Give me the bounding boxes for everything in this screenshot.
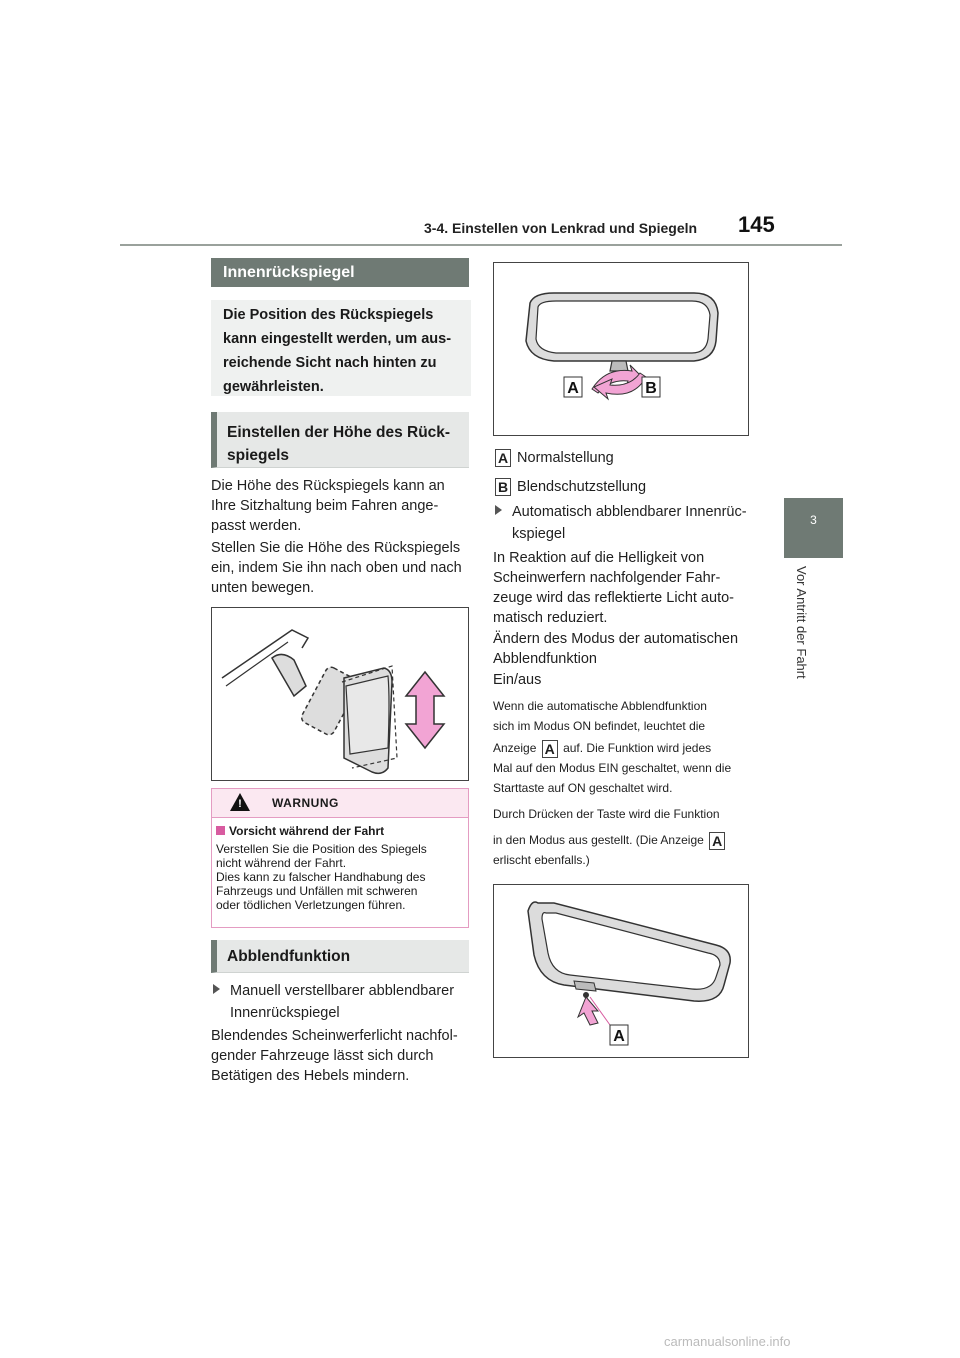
- height-text-1: [211, 476, 469, 536]
- text-line: Die Höhe des Rückspiegels kann an: [211, 478, 445, 494]
- exclamation-icon: !: [238, 798, 242, 810]
- text-line: passt werden.: [211, 518, 302, 534]
- bullet-text: kspiegel: [512, 526, 566, 542]
- text-line: ein, indem Sie ihn nach oben und nach: [211, 560, 462, 576]
- figure-legend: [493, 444, 753, 502]
- intro-line: gewährleisten.: [223, 379, 324, 395]
- auto-dimming-figure: [493, 884, 749, 1058]
- auto-bullet: [495, 501, 755, 545]
- note-line: erlischt ebenfalls.): [493, 853, 590, 867]
- note-line: Mal auf den Modus EIN geschaltet, wenn die: [493, 761, 732, 775]
- note-line: Durch Drücken der Taste wird die Funktion: [493, 807, 720, 821]
- warning-line: oder tödlichen Verletzungen führen.: [216, 898, 406, 912]
- chapter-tab: 3: [784, 498, 843, 558]
- note-line: [493, 830, 755, 850]
- dimming-subheading: [211, 940, 469, 973]
- warning-box: [211, 788, 469, 928]
- note-line: sich im Modus ON befindet, leuchtet die: [493, 719, 706, 733]
- fig1-label-b: B: [645, 380, 657, 397]
- note-text: auf. Die Funktion wird jedes: [563, 741, 712, 755]
- text-line: Blendendes Scheinwerferlicht nachfol-: [211, 1028, 458, 1044]
- text-line: Stellen Sie die Höhe des Rückspiegels: [211, 540, 461, 556]
- note-text: in den Modus aus gestellt. (Die Anzeige: [493, 833, 704, 847]
- fig3-label-a: A: [613, 1028, 625, 1045]
- warning-header: [212, 789, 468, 818]
- warning-text: [216, 842, 464, 912]
- note-line: Wenn die automatische Abblendfunktion: [493, 699, 707, 713]
- auto-dimming-illustration: [494, 885, 748, 1057]
- legend-item-a: [493, 444, 753, 473]
- mirror-height-figure: [211, 607, 469, 781]
- text-line: zeuge wird das reflektierte Licht auto-: [493, 590, 734, 606]
- height-subheading: [211, 412, 469, 468]
- text-line: matisch reduziert.: [493, 610, 608, 626]
- bullet-arrow-icon: [495, 505, 502, 515]
- manual-text: [211, 1026, 469, 1086]
- note-text: Anzeige: [493, 741, 537, 755]
- intro-line: reichende Sicht nach hinten zu: [223, 355, 437, 371]
- legend-key-b: B: [495, 478, 511, 496]
- chapter-title: Vor Antritt der Fahrt: [794, 566, 809, 679]
- text-line: Ihre Sitzhaltung beim Fahren ange-: [211, 498, 439, 514]
- mirror-tilt-figure: [493, 262, 749, 436]
- watermark: carmanualsonline.info: [664, 1334, 791, 1349]
- mode-text: [493, 629, 755, 669]
- auto-text: [493, 548, 755, 628]
- text-line: Ändern des Modus der automatischen: [493, 631, 739, 647]
- warning-subheading-text: Vorsicht während der Fahrt: [229, 824, 385, 838]
- warning-line: Fahrzeugs und Unfällen mit schweren: [216, 884, 418, 898]
- note-line: [493, 738, 755, 758]
- indicator-key-a: A: [542, 740, 558, 758]
- mirror-tilt-illustration: [494, 263, 748, 435]
- intro-box: [211, 300, 471, 396]
- dimming-heading-text: Abblendfunktion: [227, 948, 351, 965]
- manual-bullet: [213, 980, 471, 1024]
- warning-line: Dies kann zu falscher Handhabung des: [216, 870, 426, 884]
- onoff-label: Ein/aus: [493, 672, 542, 688]
- auto-dimming-notes: [493, 696, 755, 870]
- height-heading-line: Einstellen der Höhe des Rück-: [227, 424, 451, 441]
- legend-key-a: A: [495, 449, 511, 467]
- header-rule: [120, 244, 842, 246]
- section-title: Innenrückspiegel: [223, 264, 355, 281]
- indicator-key-a: A: [709, 832, 725, 850]
- warning-title: WARNUNG: [272, 796, 339, 810]
- warning-line: nicht während der Fahrt.: [216, 856, 347, 870]
- bullet-text: Automatisch abblendbarer Innenrüc-: [512, 504, 747, 520]
- intro-line: Die Position des Rückspiegels: [223, 307, 434, 323]
- bullet-text: Manuell verstellbarer abblendbarer: [230, 983, 455, 999]
- bullet-arrow-icon: [213, 984, 220, 994]
- height-text-2: [211, 538, 469, 598]
- intro-line: kann eingestellt werden, um aus-: [223, 331, 452, 347]
- page-number: 145: [738, 212, 775, 237]
- legend-text: Normalstellung: [517, 450, 614, 466]
- warning-line: Verstellen Sie die Position des Spiegels: [216, 842, 427, 856]
- section-title-bar: [211, 258, 469, 287]
- text-line: Betätigen des Hebels mindern.: [211, 1068, 410, 1084]
- text-line: Abblendfunktion: [493, 651, 597, 667]
- bullet-text: Innenrückspiegel: [230, 1005, 340, 1021]
- text-line: unten bewegen.: [211, 580, 315, 596]
- text-line: Scheinwerfern nachfolgender Fahr-: [493, 570, 721, 586]
- pink-square-icon: [216, 826, 225, 835]
- text-line: In Reaktion auf die Helligkeit von: [493, 550, 705, 566]
- legend-item-b: [493, 473, 753, 502]
- mirror-height-illustration: [212, 608, 468, 780]
- text-line: gender Fahrzeuge lässt sich durch: [211, 1048, 434, 1064]
- fig1-label-a: A: [567, 380, 579, 397]
- header-section-title: 3-4. Einstellen von Lenkrad und Spiegeln: [424, 220, 698, 236]
- warning-subheading: [216, 824, 464, 838]
- height-heading-line: spiegels: [227, 447, 290, 464]
- legend-text: Blendschutzstellung: [517, 479, 647, 495]
- note-line: Starttaste auf ON geschaltet wird.: [493, 781, 673, 795]
